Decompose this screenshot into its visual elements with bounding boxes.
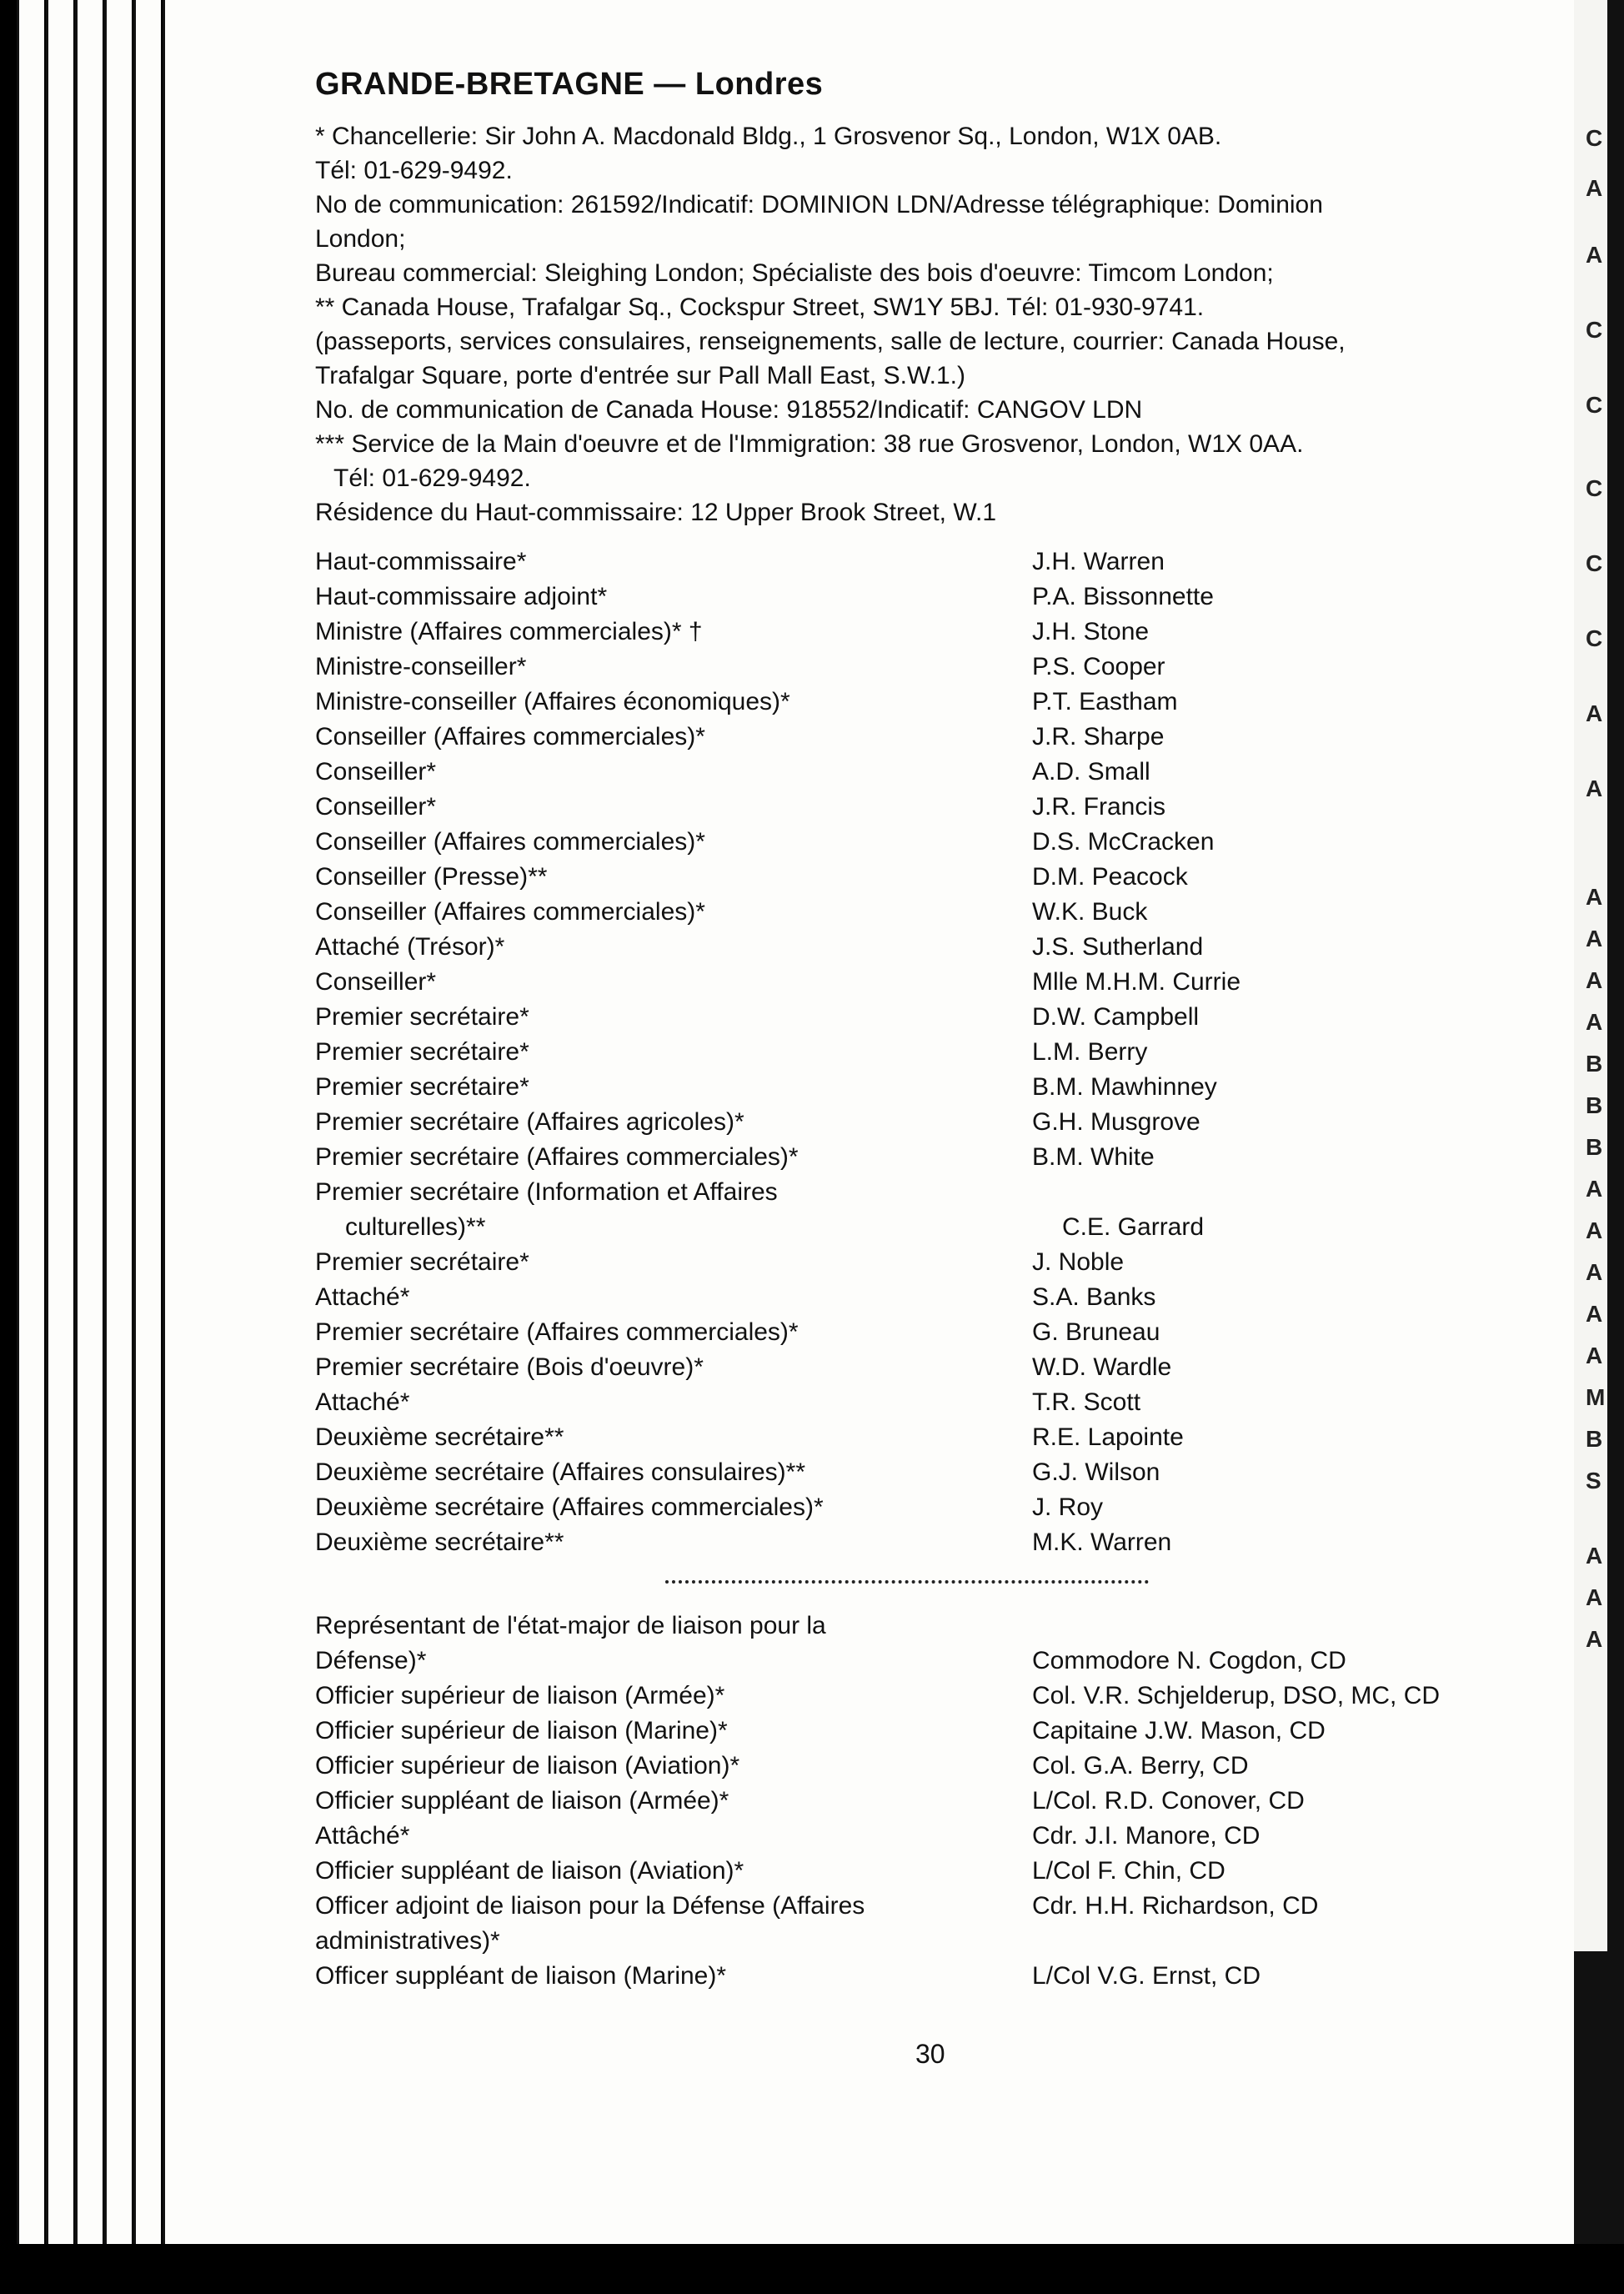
- address-line: Résidence du Haut-commissaire: 12 Upper Brook Street, W.1: [315, 499, 997, 526]
- page-number: 30: [915, 2039, 945, 2069]
- staff-name: D.S. McCracken: [1032, 828, 1215, 856]
- staff-title: Conseiller*: [315, 758, 437, 786]
- facing-page-letter: M: [1586, 1384, 1606, 1410]
- page-content: [315, 67, 1516, 1994]
- staff-name: L/Col V.G. Ernst, CD: [1032, 1962, 1261, 1990]
- staff-name: W.K. Buck: [1032, 898, 1148, 926]
- staff-row: [315, 1784, 1516, 1819]
- staff-name: W.D. Wardle: [1032, 1353, 1172, 1381]
- staff-row: [315, 1455, 1516, 1490]
- staff-name: J. Roy: [1032, 1493, 1104, 1521]
- staff-title: Ministre-conseiller (Affaires économiques)*: [315, 688, 790, 715]
- address-block: [315, 119, 1516, 530]
- facing-page-letter: S: [1586, 1468, 1601, 1493]
- facing-page-letter: A: [1586, 1584, 1603, 1610]
- staff-name: P.A. Bissonnette: [1032, 583, 1214, 610]
- dotted-separator: [665, 1580, 1149, 1584]
- staff-name: J.H. Stone: [1032, 618, 1150, 645]
- staff-row: [315, 965, 1516, 1000]
- staff-name: Commodore N. Cogdon, CD: [1032, 1647, 1346, 1674]
- staff-row: [315, 1280, 1516, 1315]
- staff-title: Premier secrétaire*: [315, 1248, 529, 1276]
- staff-title: Représentant de l'état-major de liaison pour la: [315, 1612, 826, 1639]
- staff-title: Ministre-conseiller*: [315, 653, 527, 680]
- staff-name: J.H. Warren: [1032, 548, 1165, 575]
- staff-name: L/Col. R.D. Conover, CD: [1032, 1787, 1305, 1815]
- staff-name: G.J. Wilson: [1032, 1458, 1160, 1486]
- staff-name: Mlle M.H.M. Currie: [1032, 968, 1241, 996]
- staff-title: Premier secrétaire (Bois d'oeuvre)*: [315, 1353, 704, 1381]
- staff-row: [315, 755, 1516, 790]
- staff-title: Officer suppléant de liaison (Marine)*: [315, 1962, 727, 1990]
- staff-row: [315, 1644, 1516, 1679]
- staff-row: [315, 1924, 1516, 1959]
- staff-row: [315, 1105, 1516, 1140]
- facing-page-letter: A: [1586, 1217, 1603, 1243]
- staff-row: [315, 860, 1516, 895]
- address-line: (passeports, services consulaires, renseignements, salle de lecture, courrier: Canada House,: [315, 328, 1346, 355]
- staff-title: Officier supérieur de liaison (Aviation)*: [315, 1752, 740, 1779]
- staff-row: [315, 1385, 1516, 1420]
- staff-row: [315, 895, 1516, 930]
- staff-name: Capitaine J.W. Mason, CD: [1032, 1717, 1326, 1744]
- staff-row: [315, 1679, 1516, 1714]
- staff-row: [315, 545, 1516, 580]
- facing-page-letter: C: [1586, 392, 1603, 418]
- staff-row: [315, 1420, 1516, 1455]
- staff-title: Officier suppléant de liaison (Armée)*: [315, 1787, 729, 1815]
- facing-page-letter: B: [1586, 1051, 1603, 1077]
- staff-name: J. Noble: [1032, 1248, 1125, 1276]
- staff-title: Conseiller*: [315, 968, 437, 996]
- defense-staff-list: [315, 1609, 1516, 1994]
- staff-title: Conseiller (Presse)**: [315, 863, 548, 891]
- staff-title: Attaché*: [315, 1283, 410, 1311]
- facing-page-letter: B: [1586, 1426, 1603, 1452]
- facing-page-letter: B: [1586, 1092, 1603, 1118]
- staff-name: R.E. Lapointe: [1032, 1423, 1184, 1451]
- staff-title: Officer adjoint de liaison pour la Défense (Affaires: [315, 1892, 865, 1920]
- staff-row: [315, 1959, 1516, 1994]
- staff-name: T.R. Scott: [1032, 1388, 1141, 1416]
- facing-page-letter: A: [1586, 884, 1603, 910]
- facing-page-letter: B: [1586, 1134, 1603, 1160]
- staff-name: J.R. Francis: [1032, 793, 1166, 821]
- page-edge: [46, 0, 73, 2294]
- facing-page-letter: C: [1586, 625, 1603, 651]
- facing-page-edge: [1574, 0, 1624, 2294]
- staff-title: Deuxième secrétaire (Affaires commerciales)*: [315, 1493, 824, 1521]
- facing-page-letter: A: [1586, 175, 1603, 201]
- address-line: Bureau commercial: Sleighing London; Spécialiste des bois d'oeuvre: Timcom London;: [315, 259, 1274, 287]
- page-title: GRANDE-BRETAGNE — Londres: [315, 67, 824, 102]
- address-line: No de communication: 261592/Indicatif: DOMINION LDN/Adresse télégraphique: Dominion: [315, 191, 1323, 218]
- staff-title: Premier secrétaire*: [315, 1038, 529, 1066]
- staff-row: [315, 1889, 1516, 1924]
- staff-row: [315, 1070, 1516, 1105]
- staff-name: J.R. Sharpe: [1032, 723, 1165, 750]
- facing-page-letter: A: [1586, 967, 1603, 993]
- page-edge: [17, 0, 44, 2294]
- staff-row: [315, 825, 1516, 860]
- staff-row: [315, 1175, 1516, 1210]
- address-line: London;: [315, 225, 406, 253]
- staff-title: Attaché*: [315, 1388, 410, 1416]
- facing-page-letter: A: [1586, 242, 1603, 268]
- staff-row: [315, 580, 1516, 615]
- staff-title: Haut-commissaire adjoint*: [315, 583, 608, 610]
- staff-title: Défense)*: [315, 1647, 427, 1674]
- address-line: * Chancellerie: Sir John A. Macdonald Bldg., 1 Grosvenor Sq., London, W1X 0AB.: [315, 123, 1222, 150]
- staff-name: Cdr. J.I. Manore, CD: [1032, 1822, 1261, 1850]
- staff-row: [315, 1854, 1516, 1889]
- staff-name: G. Bruneau: [1032, 1318, 1160, 1346]
- staff-name: J.S. Sutherland: [1032, 933, 1204, 961]
- staff-title: Ministre (Affaires commerciales)* †: [315, 618, 703, 645]
- staff-title: Premier secrétaire*: [315, 1003, 529, 1031]
- page-edge: [133, 0, 161, 2294]
- staff-name: D.W. Campbell: [1032, 1003, 1200, 1031]
- scan-edge: [0, 2244, 1624, 2294]
- staff-name: [1032, 1175, 1516, 1210]
- staff-list: [315, 545, 1516, 1560]
- staff-row: [315, 615, 1516, 650]
- staff-name: Col. V.R. Schjelderup, DSO, MC, CD: [1032, 1682, 1441, 1709]
- facing-page-letter: C: [1586, 317, 1603, 343]
- facing-page-letter: A: [1586, 1301, 1603, 1327]
- staff-title: administratives)*: [315, 1927, 500, 1955]
- staff-name: G.H. Musgrove: [1032, 1108, 1200, 1136]
- staff-row: [315, 1210, 1516, 1245]
- facing-page-letter: A: [1586, 1543, 1603, 1569]
- staff-title: Conseiller (Affaires commerciales)*: [315, 723, 705, 750]
- staff-name: P.T. Eastham: [1032, 688, 1178, 715]
- facing-page-letter: A: [1586, 1009, 1603, 1035]
- staff-name: [1032, 1609, 1516, 1644]
- staff-name: M.K. Warren: [1032, 1528, 1172, 1556]
- staff-title: Premier secrétaire (Affaires commerciales)*: [315, 1143, 799, 1171]
- address-line: Tél: 01-629-9492.: [333, 464, 531, 492]
- staff-row: [315, 1609, 1516, 1644]
- facing-page-letter: A: [1586, 1176, 1603, 1202]
- staff-title: Premier secrétaire (Information et Affaires: [315, 1178, 778, 1206]
- staff-title: Deuxième secrétaire (Affaires consulaires)**: [315, 1458, 806, 1486]
- staff-row: [315, 1000, 1516, 1035]
- staff-name: A.D. Small: [1032, 758, 1150, 786]
- staff-row: [315, 1140, 1516, 1175]
- staff-name: Col. G.A. Berry, CD: [1032, 1752, 1249, 1779]
- staff-name: C.E. Garrard: [1062, 1213, 1205, 1241]
- staff-name: L/Col F. Chin, CD: [1032, 1857, 1226, 1885]
- page-edge: [75, 0, 103, 2294]
- staff-name: L.M. Berry: [1032, 1038, 1148, 1066]
- facing-page-letter: A: [1586, 1626, 1603, 1652]
- staff-name: B.M. White: [1032, 1143, 1155, 1171]
- staff-title: Attaché (Trésor)*: [315, 933, 505, 961]
- facing-page-letter: A: [1586, 1343, 1603, 1368]
- facing-page-letter: C: [1586, 475, 1603, 501]
- facing-page-letter: C: [1586, 125, 1603, 151]
- staff-row: [315, 650, 1516, 685]
- staff-row: [315, 1350, 1516, 1385]
- facing-page-letter: A: [1586, 700, 1603, 726]
- staff-name: D.M. Peacock: [1032, 863, 1188, 891]
- staff-row: [315, 1749, 1516, 1784]
- address-line: Tél: 01-629-9492.: [315, 157, 513, 184]
- staff-title: Conseiller*: [315, 793, 437, 821]
- staff-name: S.A. Banks: [1032, 1283, 1156, 1311]
- staff-name: P.S. Cooper: [1032, 653, 1165, 680]
- staff-title: Officier suppléant de liaison (Aviation)*: [315, 1857, 744, 1885]
- staff-row: [315, 1819, 1516, 1854]
- staff-name: [1032, 1924, 1516, 1959]
- staff-row: [315, 1490, 1516, 1525]
- staff-title: Deuxième secrétaire**: [315, 1528, 564, 1556]
- staff-title: Premier secrétaire*: [315, 1073, 529, 1101]
- staff-name: Cdr. H.H. Richardson, CD: [1032, 1892, 1319, 1920]
- address-line: *** Service de la Main d'oeuvre et de l'Immigration: 38 rue Grosvenor, London, W1X 0AA.: [315, 430, 1304, 458]
- staff-title: culturelles)**: [345, 1213, 486, 1241]
- staff-name: B.M. Mawhinney: [1032, 1073, 1217, 1101]
- page-edge: [104, 0, 132, 2294]
- staff-title: Haut-commissaire*: [315, 548, 527, 575]
- address-line: ** Canada House, Trafalgar Sq., Cockspur Street, SW1Y 5BJ. Tél: 01-930-9741.: [315, 294, 1205, 321]
- staff-row: [315, 930, 1516, 965]
- staff-row: [315, 1525, 1516, 1560]
- facing-page-letter: A: [1586, 926, 1603, 951]
- staff-title: Premier secrétaire (Affaires agricoles)*: [315, 1108, 744, 1136]
- staff-row: [315, 1035, 1516, 1070]
- facing-page-strip: [1574, 0, 1607, 1951]
- staff-row: [315, 685, 1516, 720]
- facing-page-letter: A: [1586, 1259, 1603, 1285]
- staff-title: Attâché*: [315, 1822, 410, 1850]
- staff-title: Officier supérieur de liaison (Marine)*: [315, 1717, 728, 1744]
- staff-row: [315, 790, 1516, 825]
- staff-title: Officier supérieur de liaison (Armée)*: [315, 1682, 725, 1709]
- staff-title: Premier secrétaire (Affaires commerciales)*: [315, 1318, 799, 1346]
- staff-row: [315, 720, 1516, 755]
- staff-row: [315, 1714, 1516, 1749]
- facing-page-letter: C: [1586, 550, 1603, 576]
- staff-title: Deuxième secrétaire**: [315, 1423, 564, 1451]
- staff-title: Conseiller (Affaires commerciales)*: [315, 898, 705, 926]
- address-line: No. de communication de Canada House: 918552/Indicatif: CANGOV LDN: [315, 396, 1143, 424]
- address-line: Trafalgar Square, porte d'entrée sur Pall Mall East, S.W.1.): [315, 362, 965, 389]
- facing-page-letter: A: [1586, 776, 1603, 801]
- staff-row: [315, 1315, 1516, 1350]
- staff-row: [315, 1245, 1516, 1280]
- staff-title: Conseiller (Affaires commerciales)*: [315, 828, 705, 856]
